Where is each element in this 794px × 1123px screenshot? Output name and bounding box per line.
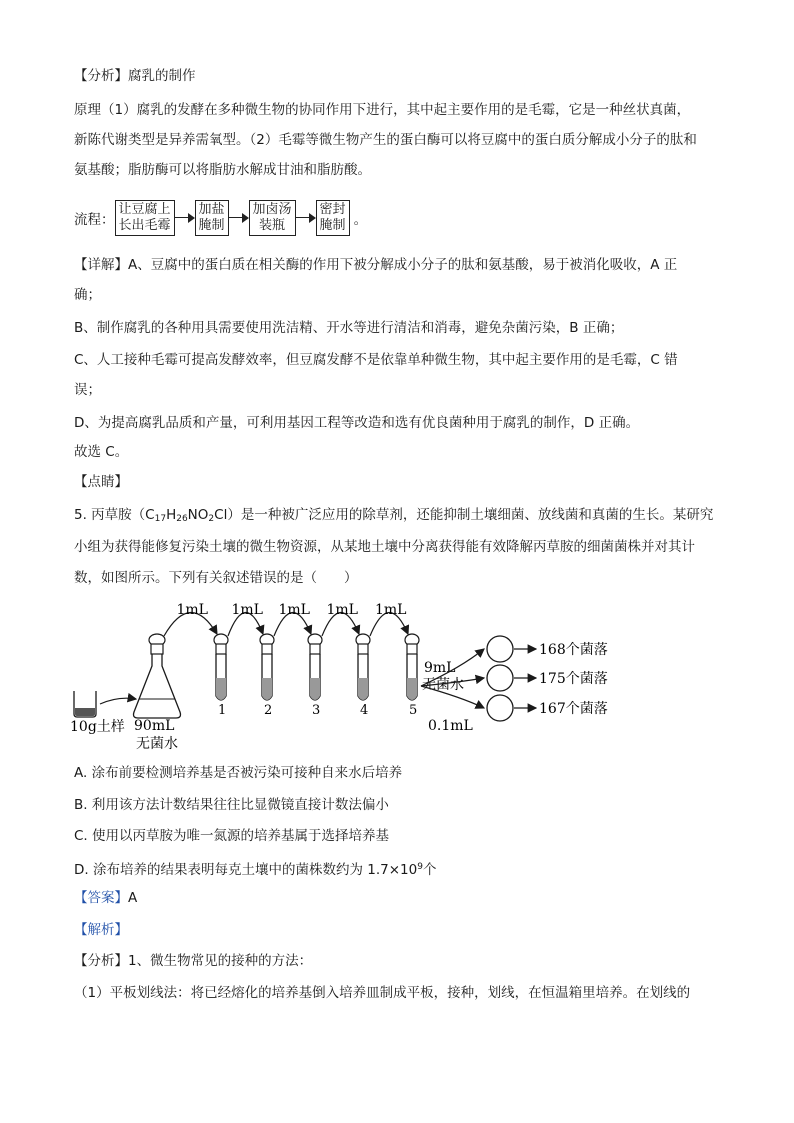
flow-end: 。 (353, 212, 368, 228)
detail-b: B、制作腐乳的各种用具需要使用洗洁精、开水等进行清洁和消毒，避免杂菌污染，B 正确； (74, 320, 624, 336)
flask-water-label: 无菌水 (136, 736, 178, 752)
soil-sample-label: 10g土样 (70, 719, 125, 735)
principle-line-2: 新陈代谢类型是异养需氧型。（2）毛霉等微生物产生的蛋白酶可以将豆腐中的蛋白质分解成小分子的肽和 (74, 132, 697, 148)
tube5-water-label: 无菌水 (422, 677, 464, 693)
analysis-tag: 【分析】 (74, 68, 128, 84)
tube5-water-volume: 9mL (424, 660, 456, 676)
detail-a-line-2: 确； (74, 287, 101, 303)
question-5-line-1: 5. 丙草胺$(C_{17}H_{26}NO_2Cl)$是一种被广泛应用的除草剂，还能抑制土壤细菌、放线菌和真菌的生长。某研究 (74, 507, 714, 524)
answer-tag: 【答案】 (74, 890, 128, 906)
test-tube-3 (308, 634, 322, 718)
petri-dish-icon (487, 636, 513, 662)
flow-step-1: 让豆腐上 长出毛霉 (115, 200, 175, 236)
flow-step-3: 加卤汤 装瓶 (249, 200, 296, 236)
analysis2-line-2: （1）平板划线法：将已经熔化的培养基倒入培养皿制成平板，接种，划线，在恒温箱里培养。在划线的 (74, 985, 691, 1001)
detail-choice: 故选 C。 (74, 444, 129, 460)
option-b: B. 利用该方法计数结果往往比显微镜直接计数法偏小 (74, 797, 389, 813)
option-d: D. 涂布培养的结果表明每克土壤中的菌株数约为 $1.7\times 10^9$个 (74, 862, 437, 878)
detail-c-line-1: C、人工接种毛霉可提高发酵效率，但豆腐发酵不是依靠单种微生物，其中起主要作用的是毛霉，C 错 (74, 352, 678, 368)
detail-c-line-2: 误； (74, 382, 101, 398)
principle-line-3: 氨基酸；脂肪酶可以将脂肪水解成甘油和脂肪酸。 (74, 162, 371, 178)
option-c: C. 使用以丙草胺为唯一氮源的培养基属于选择培养基 (74, 828, 390, 844)
test-tube-4 (356, 634, 370, 718)
explain-tag: 【解析】 (74, 922, 128, 938)
option-a: A. 涂布前要检测培养基是否被污染可接种自来水后培养 (74, 765, 403, 781)
detail-a-line-1: 【详解】A、豆腐中的蛋白质在相关酶的作用下被分解成小分子的肽和氨基酸，易于被消化吸收，A 正 (74, 257, 678, 273)
conical-flask (134, 634, 181, 718)
flow-step-4: 密封 腌制 (316, 200, 350, 236)
tube-number-3: 3 (312, 703, 321, 718)
test-tube-5 (405, 634, 419, 718)
test-tubes-group (164, 602, 419, 718)
flow-step-2: 加盐 腌制 (195, 200, 229, 236)
process-flow (74, 196, 367, 240)
tube-number-2: 2 (264, 703, 273, 718)
colony-count-2: 175个菌落 (539, 671, 608, 687)
detail-d: D、为提高腐乳品质和产量，可利用基因工程等改造和选有优良菌种用于腐乳的制作，D 正确。 (74, 415, 640, 431)
tube-number-4: 4 (360, 703, 369, 718)
transfer-volume-2: 1mL (231, 602, 263, 618)
answer (74, 888, 137, 908)
analysis2-line-1: 【分析】1、微生物常见的接种的方法： (74, 953, 313, 969)
question-5-line-3: 数，如图所示。下列有关叙述错误的是（ ） (74, 570, 358, 586)
principle-line-1: 原理（1）腐乳的发酵在多种微生物的协同作用下进行，其中起主要作用的是毛霉，它是一种丝状真菌， (74, 102, 691, 118)
transfer-volume-1: 1mL (176, 602, 208, 618)
flask-water-volume: 90mL (134, 718, 175, 734)
flow-arrow-icon (296, 213, 316, 223)
question-5-line-2: 小组为获得能修复污染土壤的微生物资源，从某地土壤中分离获得能有效降解丙草胺的细菌菌株并对其计 (74, 539, 695, 555)
flow-arrow-icon (229, 213, 249, 223)
answer-value: A (128, 890, 138, 906)
transfer-volume-5: 1mL (375, 602, 407, 618)
petri-dish-icon (487, 695, 513, 721)
transfer-volume-3: 1mL (278, 602, 310, 618)
test-tube-1 (214, 634, 228, 718)
tube-number-1: 1 (218, 703, 227, 718)
soil-beaker (74, 691, 96, 717)
plating-volume-label: 0.1mL (428, 718, 473, 734)
flow-label: 流程： (74, 212, 115, 228)
petri-dish-icon (487, 665, 513, 691)
sample-to-flask-arrow-icon (100, 698, 136, 704)
tube-number-5: 5 (409, 703, 418, 718)
flow-arrow-icon (175, 213, 195, 223)
transfer-volume-4: 1mL (326, 602, 358, 618)
dilution-plating-figure (66, 596, 646, 756)
test-tube-2 (260, 634, 274, 718)
colony-count-3: 167个菌落 (539, 701, 608, 717)
analysis-heading (74, 66, 196, 86)
colony-count-1: 168个菌落 (539, 642, 608, 658)
analysis-topic: 腐乳的制作 (128, 68, 196, 84)
detail-tag: 【详解】 (74, 257, 128, 273)
comment-tag: 【点睛】 (74, 474, 128, 490)
